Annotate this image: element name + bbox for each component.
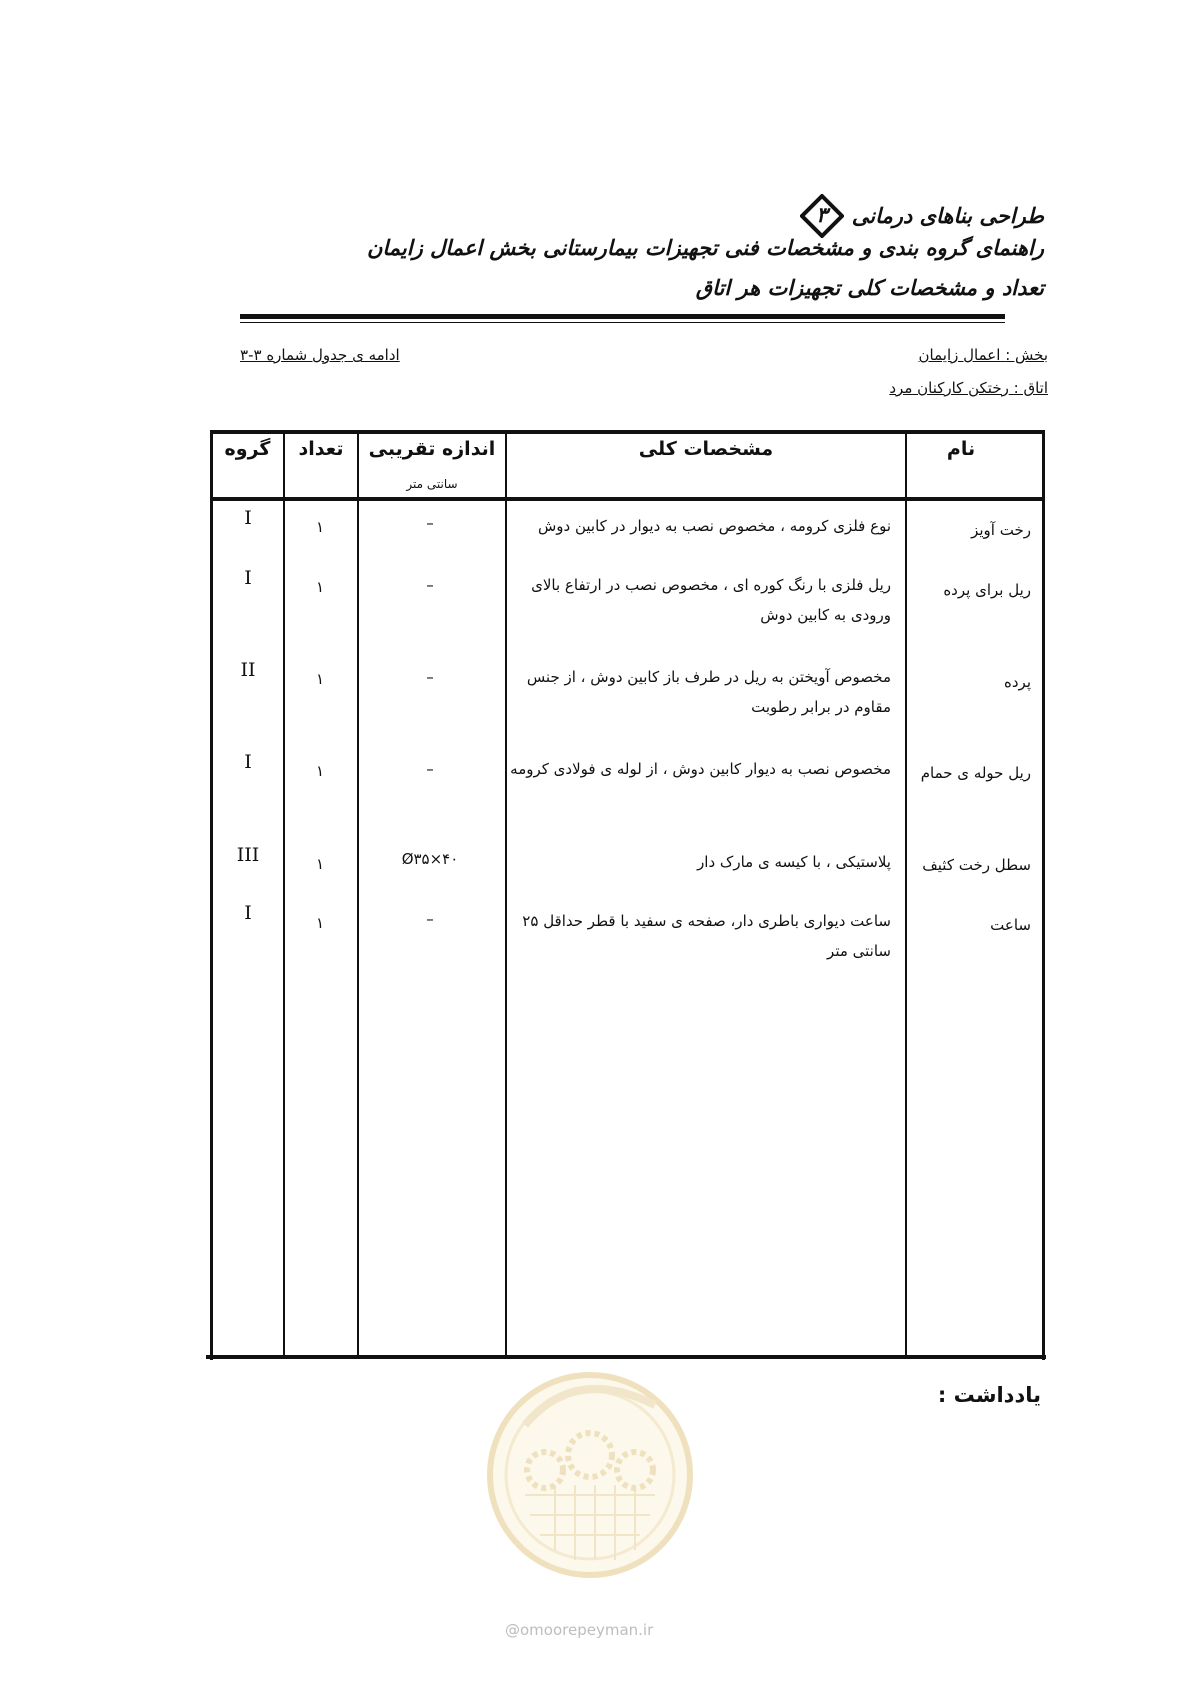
ward-value: اعمال زایمان <box>918 346 1001 364</box>
row-3-count: ۱ <box>315 670 325 688</box>
row-2-group: I <box>244 567 252 589</box>
header-spec: مشخصات کلی <box>638 438 774 460</box>
book-number: ۳ <box>816 203 828 227</box>
row-5-spec: پلاستیکی ، با کیسه ی مارک دار <box>697 853 891 871</box>
table-ref: جدول شماره ۳-۳ <box>240 346 348 364</box>
row-3-spec: مخصوص آویختن به ریل در طرف باز کابین دوش ، از جنس مقاوم در برابر رطوبت <box>526 668 891 716</box>
row-4-name: ریل حوله ی حمام <box>920 764 1031 782</box>
watermark-url: @omoorepeyman.ir <box>505 1621 654 1639</box>
header-rule-thin <box>240 322 1005 323</box>
row-2-count: ۱ <box>315 578 325 596</box>
header-size: اندازه تقریبی <box>368 438 496 460</box>
row-4-size: – <box>426 760 434 778</box>
book-title-line <box>800 194 1044 238</box>
header-size-unit: سانتی متر <box>406 477 458 491</box>
row-1-count: ۱ <box>315 518 325 536</box>
section-title: تعداد و مشخصات کلی تجهیزات هر اتاق <box>695 276 1044 300</box>
watermark-logo <box>485 1345 695 1615</box>
header-rule-thick <box>240 314 1005 319</box>
column-divider <box>283 430 285 1356</box>
row-5-count: ۱ <box>315 855 325 873</box>
row-3-size: – <box>426 668 434 686</box>
row-6-count: ۱ <box>315 914 325 932</box>
row-1-name: رخت آویز <box>971 521 1031 539</box>
table-header-rule <box>210 497 1045 501</box>
header-group: گروه <box>224 438 271 460</box>
table-ref-prefix: ادامه ی <box>352 346 400 364</box>
book-number-badge <box>800 194 844 238</box>
row-6-size: – <box>426 910 434 928</box>
book-title: طراحی بناهای درمانی <box>851 204 1044 228</box>
notes-label: یادداشت : <box>937 1383 1041 1407</box>
row-3-name: پرده <box>1004 673 1031 691</box>
room-value: رختکن کارکنان مرد <box>889 379 1009 397</box>
row-6-spec: ساعت دیواری باطری دار، صفحه ی سفید با قطر حداقل ۲۵ سانتی متر <box>522 912 891 960</box>
table-continuation <box>240 346 400 364</box>
column-divider <box>505 430 507 1356</box>
row-4-count: ۱ <box>315 762 325 780</box>
row-5-size: Ø۳۵×۴۰ <box>401 850 459 868</box>
row-3-group: II <box>240 659 256 681</box>
room-line <box>889 379 1048 397</box>
row-5-name: سطل رخت کثیف <box>922 856 1031 874</box>
column-divider <box>357 430 359 1356</box>
document-subtitle: راهنمای گروه بندی و مشخصات فنی تجهیزات بیمارستانی بخش اعمال زایمان <box>366 236 1044 260</box>
row-2-size: – <box>426 576 434 594</box>
row-2-name: ریل برای پرده <box>943 581 1031 599</box>
column-divider <box>905 430 907 1356</box>
row-6-name: ساعت <box>990 916 1031 934</box>
row-4-group: I <box>244 751 252 773</box>
row-1-size: – <box>426 514 434 532</box>
header-name: نام <box>946 438 976 460</box>
room-label: اتاق : <box>1013 379 1048 397</box>
row-4-spec: مخصوص نصب به دیوار کابین دوش ، از لوله ی فولادی کرومه <box>510 760 891 778</box>
header-count: تعداد <box>298 438 344 460</box>
row-2-spec: ریل فلزی با رنگ کوره ای ، مخصوص نصب در ارتفاع بالای ورودی به کابین دوش <box>531 576 891 624</box>
row-1-spec: نوع فلزی کرومه ، مخصوص نصب به دیوار در کابین دوش <box>537 517 891 535</box>
row-5-group: III <box>236 844 260 866</box>
row-1-group: I <box>244 507 252 529</box>
ward-label: بخش : <box>1005 346 1048 364</box>
ward-line <box>919 346 1048 364</box>
row-6-group: I <box>244 902 252 924</box>
